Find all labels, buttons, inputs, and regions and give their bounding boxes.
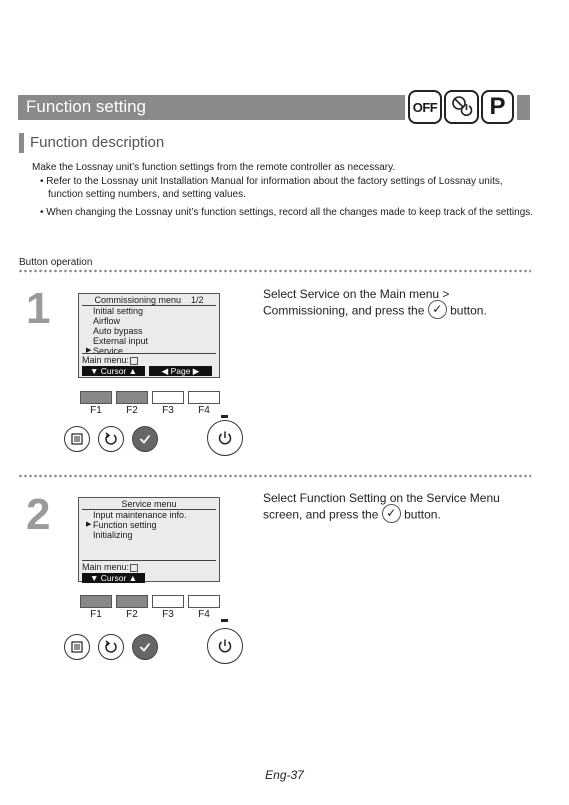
menu-item-selected	[82, 520, 216, 530]
remote-screen-commissioning	[78, 293, 220, 378]
section-title: Function description	[30, 134, 165, 151]
button-operation-heading: Button operation	[19, 257, 93, 268]
select-button[interactable]	[132, 634, 158, 660]
menu-icon	[70, 432, 84, 446]
step-number: 2	[26, 490, 51, 539]
screen-footer	[82, 353, 216, 376]
on-off-button[interactable]	[207, 420, 243, 456]
section-marker	[19, 133, 24, 153]
screen-title-text: Service menu	[121, 499, 177, 509]
menu-button[interactable]	[64, 426, 90, 452]
power-icon	[216, 429, 234, 447]
timer-off-icon	[444, 90, 479, 124]
menu-button[interactable]	[64, 634, 90, 660]
f2-label: F2	[126, 609, 138, 620]
off-badge: OFF	[408, 90, 442, 124]
p-badge: P	[481, 90, 514, 124]
on-off-button[interactable]	[207, 628, 243, 664]
f4-label: F4	[198, 609, 210, 620]
function-key-labels	[80, 405, 220, 416]
main-menu-label: Main menu:	[82, 355, 130, 365]
return-icon	[103, 431, 119, 447]
menu-item: Input maintenance info.	[93, 510, 187, 520]
intro-text: Make the Lossnay unit’s function settings from the remote controller as necessary.	[32, 162, 396, 173]
f3-button[interactable]	[152, 595, 184, 608]
remote-screen-service	[78, 497, 220, 582]
screen-page-indicator: 1/2	[191, 295, 204, 305]
f4-button[interactable]	[188, 595, 220, 608]
step-instruction	[263, 491, 533, 525]
cursor-arrow-icon: ▶	[86, 521, 92, 528]
function-key-labels	[80, 609, 220, 620]
bullet-factory-settings: • Refer to the Lossnay unit Installation Manual for information about the factory settings of Lossnay units, function setting numbers, and setting values.	[40, 176, 503, 200]
f3-label: F3	[162, 609, 174, 620]
f2-button[interactable]	[116, 391, 148, 404]
cursor-arrow-icon: ▶	[86, 347, 92, 354]
menu-icon	[130, 357, 138, 365]
screen-title	[82, 499, 216, 510]
dotted-divider	[18, 269, 531, 273]
cursor-softkey: ▼ Cursor ▲	[82, 366, 145, 376]
f2-label: F2	[126, 405, 138, 416]
menu-item-label: Service	[93, 346, 124, 356]
instruction-text-end: button.	[404, 507, 441, 522]
page-title: Function setting	[26, 97, 147, 116]
instruction-text: Select Service on the Main menu > Commissioning, and press the	[263, 287, 450, 318]
screen-title-text: Commissioning menu	[94, 295, 182, 305]
instruction-text: Select Function Setting on the Service Menu screen, and press the	[263, 491, 500, 522]
power-icon	[216, 637, 234, 655]
f1-button[interactable]	[80, 595, 112, 608]
f1-label: F1	[90, 405, 102, 416]
f4-button[interactable]	[188, 391, 220, 404]
screen-footer	[82, 560, 216, 583]
return-button[interactable]	[98, 634, 124, 660]
check-icon	[138, 432, 152, 446]
f2-button[interactable]	[116, 595, 148, 608]
check-icon: ✓	[382, 504, 401, 523]
f3-button[interactable]	[152, 391, 184, 404]
f3-label: F3	[162, 405, 174, 416]
bullet-record-changes: • When changing the Lossnay unit’s function settings, record all the changes made to keep track of the settings.	[40, 207, 534, 218]
operation-lamp	[221, 415, 228, 418]
menu-item: Airflow	[93, 316, 121, 326]
function-keys	[80, 391, 220, 404]
dotted-divider	[18, 474, 531, 478]
operation-lamp	[221, 619, 228, 622]
check-icon: ✓	[428, 300, 447, 319]
page-softkey: ◀ Page ▶	[149, 366, 212, 376]
function-keys	[80, 595, 220, 608]
mode-badges	[405, 90, 517, 124]
menu-item: External input	[93, 336, 149, 346]
return-button[interactable]	[98, 426, 124, 452]
main-menu-label: Main menu:	[82, 562, 130, 572]
check-icon	[138, 640, 152, 654]
f1-label: F1	[90, 609, 102, 620]
menu-icon	[70, 640, 84, 654]
menu-item: Initializing	[93, 530, 133, 540]
cursor-softkey: ▼ Cursor ▲	[82, 573, 145, 583]
return-icon	[103, 639, 119, 655]
page-number: Eng-37	[265, 768, 304, 782]
instruction-text-end: button.	[450, 303, 487, 318]
f1-button[interactable]	[80, 391, 112, 404]
menu-icon	[130, 564, 138, 572]
screen-title	[82, 295, 216, 306]
step-number: 1	[26, 284, 51, 333]
menu-item: Auto bypass	[93, 326, 143, 336]
select-button[interactable]	[132, 426, 158, 452]
step-instruction	[263, 287, 533, 321]
menu-item-label: Function setting	[93, 520, 157, 530]
f4-label: F4	[198, 405, 210, 416]
menu-item: Initial setting	[93, 306, 144, 316]
